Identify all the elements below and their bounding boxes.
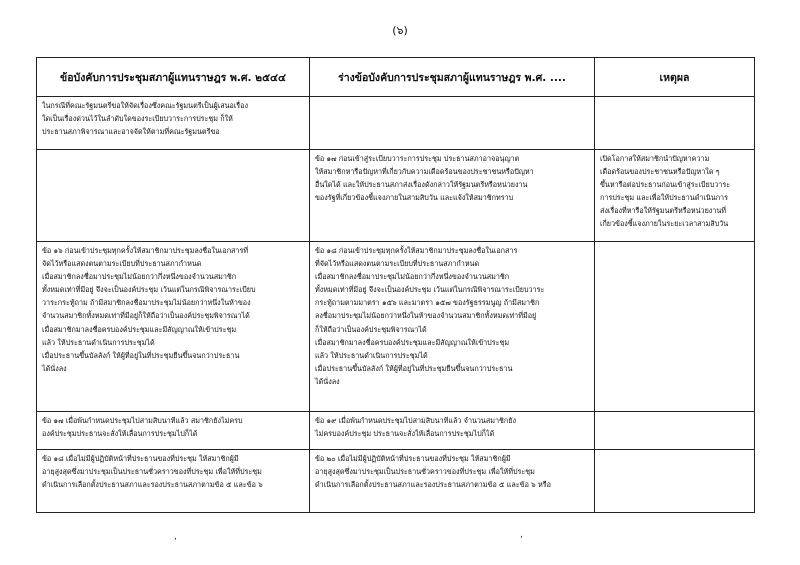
cell-text: ข้อ ๑๘ ก่อนเข้าประชุมทุกครั้งให้สมาชิกมาประชุมลงชื่อในเอกสาร ที่จัดไว้หรือแสดงตนตามระเบียบที่ประธานสภากำหนด เมื่อสมาชิกลงชื่อมาประชุมไม่น้อยกว่ากึ่งหนึ่งของจำนวนสมาชิก ทั้งหมดเท่าที่มีอยู่ จึงจะเป็นองค์ประชุม เว้นแต่ในกรณีพิจารณาระเบียบวาระ กระทู้ถามตามมาตรา ๑๕๖ และมาตรา ๑๕๗ ของรัฐธรรมนูญ ถ้ามีสมาชิก ลงชื่อมาประชุมไม่น้อยกว่าหนึ่งในห้าของจำนวนสมาชิกทั้งหมดเท่าที่มีอยู่ ก็ให้ถือว่าเป็นองค์ประชุมพิจารณาได้ เมื่อสมาชิกมาลงชื่อครบองค์ประชุมและมีสัญญาณให้เข้าประชุม แล้ว ให้ประธานดำเนินการประชุมได้ เมื่อประธานขึ้นบัลลังก์ ให้ผู้ที่อยู่ในที่ประชุมยืนขึ้นจนกว่าประธาน ได้นั่งลง	[315, 246, 545, 386]
old-cell	[37, 97, 310, 150]
new-cell	[310, 150, 595, 242]
header-old-regulation: ข้อบังคับการประชุมสภาผู้แทนราษฎร พ.ศ. ๒๕๔๔	[37, 58, 310, 97]
old-cell	[37, 450, 310, 513]
new-cell	[310, 242, 595, 412]
new-cell	[310, 412, 595, 450]
reason-cell	[595, 97, 755, 150]
header-reason: เหตุผล	[595, 58, 755, 97]
cell-text: ข้อ ๑๙ เมื่อพ้นกำหนดประชุมไปสามสิบนาทีแล้ว จำนวนสมาชิกยัง ไม่ครบองค์ประชุม ประธานจะสั่งให้เลื่อนการประชุมไปก็ได้	[315, 416, 516, 439]
scan-speck: ,	[520, 530, 523, 540]
cell-text: ข้อ ๑๗ เมื่อพ้นกำหนดประชุมไปสามสิบนาทีแล้ว สมาชิกยังไม่ครบ องค์ประชุมประธานจะสั่งให้เลื่อนการประชุมไปก็ได้	[42, 416, 243, 439]
table-row	[37, 242, 755, 412]
old-cell	[37, 412, 310, 450]
old-cell	[37, 242, 310, 412]
table-row	[37, 150, 755, 242]
reason-cell	[595, 412, 755, 450]
table-row	[37, 450, 755, 513]
cell-text: ข้อ ๑๗ ก่อนเข้าสู่ระเบียบวาระการประชุม ประธานสภาอาจอนุญาต ให้สมาชิกหารือปัญหาที่เกี่ยวกับความเดือดร้อนของประชาชนหรือปัญหา อื่นใดได้ และให้ประธานสภาส่งเรื่องดังกล่าวให้รัฐมนตรีหรือหน่วยงาน ของรัฐที่เกี่ยวข้องชี้แจงภายในสามสิบวัน และแจ้งให้สมาชิกทราบ	[315, 154, 534, 203]
reason-cell	[595, 242, 755, 412]
scan-speck: ,	[174, 532, 177, 542]
table-row	[37, 412, 755, 450]
comparison-table	[36, 57, 755, 513]
table-row	[37, 97, 755, 150]
new-cell	[310, 450, 595, 513]
old-cell	[37, 150, 310, 242]
cell-text: ข้อ ๒๐ เมื่อไม่มีผู้ปฏิบัติหน้าที่ประธานของที่ประชุม ให้สมาชิกผู้มี อายุสูงสุดซึ่งมาประชุมเป็นประธานชั่วคราวของที่ประชุม เพื่อให้ที่ประชุม ดำเนินการเลือกตั้งประธานสภาและรองประธานสภาตามข้อ ๕ และข้อ ๖ หรือ	[315, 454, 551, 490]
reason-cell	[595, 150, 755, 242]
header-new-draft: ร่างข้อบังคับการประชุมสภาผู้แทนราษฎร พ.ศ. ....	[310, 58, 595, 97]
table-header-row	[37, 58, 755, 97]
cell-text: เปิดโอกาสให้สมาชิกนำปัญหาความ เดือดร้อนของประชาชนหรือปัญหาใด ๆ ขึ้นหารือต่อประธานก่อนเข้าสู่ระเบียบวาระ การประชุม และเพื่อให้ประธานดำเนินการ ส่งเรื่องที่หารือให้รัฐมนตรีหรือหน่วยงานที่ เกี่ยวข้องชี้แจงภายในระยะเวลาสามสิบวัน	[600, 154, 731, 229]
page-number: (๖)	[392, 24, 408, 37]
new-cell	[310, 97, 595, 150]
cell-text: ในกรณีที่คณะรัฐมนตรีขอให้จัดเรื่องซึ่งคณะรัฐมนตรีเป็นผู้เสนอเรื่อง ใดเป็นเรื่องด่วนไว้ในลำดับใดของระเบียบวาระการประชุม ก็ให้ ประธานสภาพิจารณาและอาจจัดให้ตามที่คณะรัฐมนตรีขอ	[42, 101, 248, 137]
reason-cell	[595, 450, 755, 513]
cell-text: ข้อ ๑๘ เมื่อไม่มีผู้ปฏิบัติหน้าที่ประธานของที่ประชุม ให้สมาชิกผู้มี อายุสูงสุดซึ่งมาประชุมเป็นประธานชั่วคราวของที่ประชุม เพื่อให้ที่ประชุม ดำเนินการเลือกตั้งประธานสภาและรองประธานสภาตามข้อ ๕ และข้อ ๖	[42, 454, 263, 490]
cell-text: ข้อ ๑๖ ก่อนเข้าประชุมทุกครั้งให้สมาชิกมาประชุมลงชื่อในเอกสารที่ จัดไว้หรือแสดงตนตามระเบียบที่ประธานสภากำหนด เมื่อสมาชิกลงชื่อมาประชุมไม่น้อยกว่ากึ่งหนึ่งของจำนวนสมาชิก ทั้งหมดเท่าที่มีอยู่ จึงจะเป็นองค์ประชุม เว้นแต่ในกรณีพิจารณาระเบียบ วาระกระทู้ถาม ถ้ามีสมาชิกลงชื่อมาประชุมไม่น้อยกว่าหนึ่งในห้าของ จำนวนสมาชิกทั้งหมดเท่าที่มีอยู่ก็ให้ถือว่าเป็นองค์ประชุมพิจารณาได้ เมื่อสมาชิกมาลงชื่อครบองค์ประชุมและมีสัญญาณให้เข้าประชุม แล้ว ให้ประธานดำเนินการประชุมได้ เมื่อประธานขึ้นบัลลังก์ ให้ผู้ที่อยู่ในที่ประชุมยืนขึ้นจนกว่าประธาน ได้นั่งลง	[42, 246, 256, 373]
